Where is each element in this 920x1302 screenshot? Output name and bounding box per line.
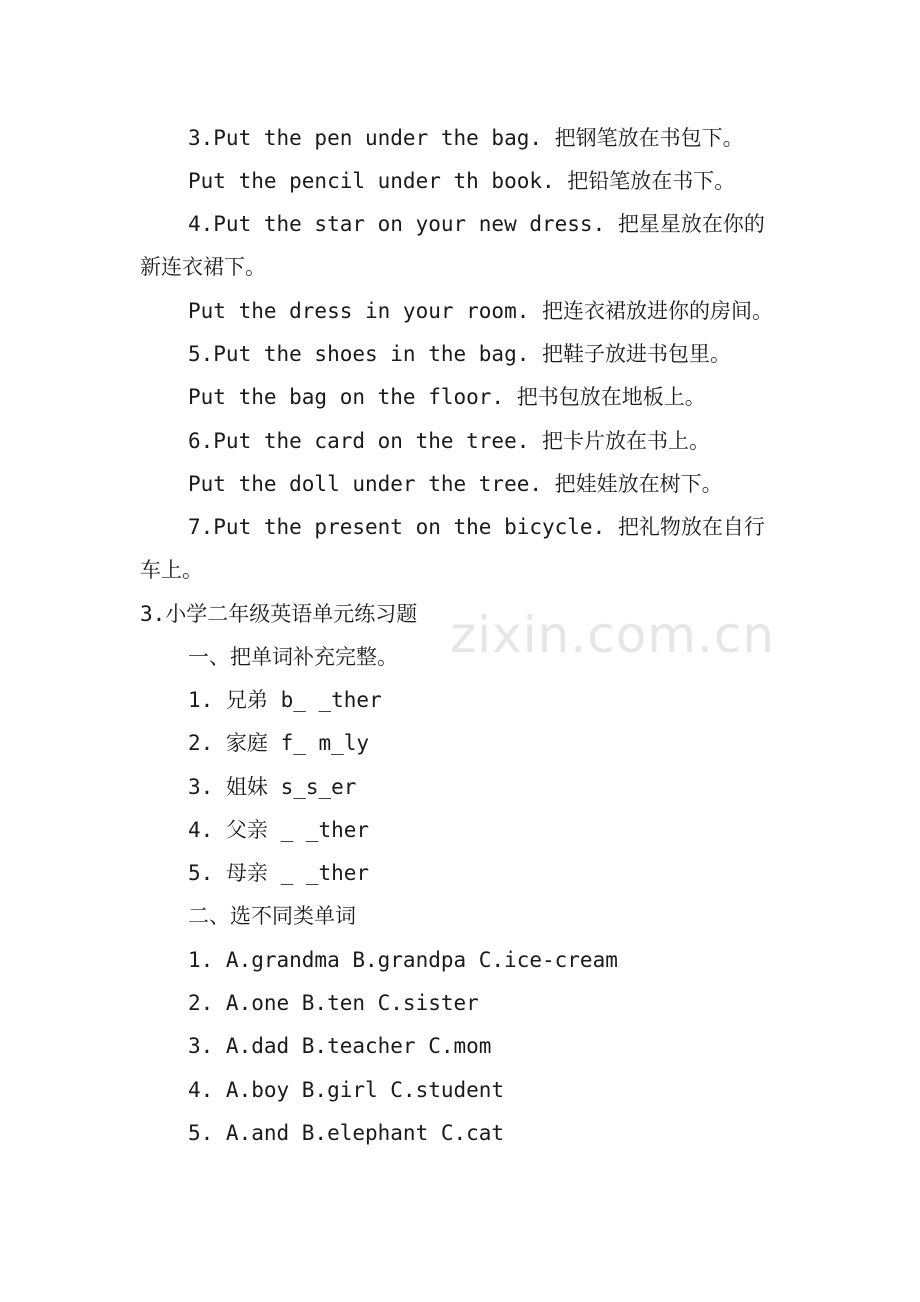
text-line: 新连衣裙下。 bbox=[140, 255, 266, 279]
text-line: Put the doll under the tree. 把娃娃放在树下。 bbox=[188, 472, 723, 496]
exercise-item: 4. 父亲 _ _ther bbox=[188, 818, 370, 842]
text-line: 车上。 bbox=[140, 558, 203, 582]
exercise-item: 5. 母亲 _ _ther bbox=[188, 861, 370, 885]
exercise-item: 4. A.boy B.girl C.student bbox=[188, 1078, 505, 1102]
text-line: 4.Put the star on your new dress. 把星星放在你的 bbox=[188, 212, 765, 236]
exercise-item: 2. A.one B.ten C.sister bbox=[188, 991, 479, 1015]
exercise-item: 2. 家庭 f_ m_ly bbox=[188, 731, 370, 755]
text-line: Put the dress in your room. 把连衣裙放进你的房间。 bbox=[188, 299, 774, 323]
text-line: Put the bag on the floor. 把书包放在地板上。 bbox=[188, 385, 706, 409]
exercise-item: 1. A.grandma B.grandpa C.ice-cream bbox=[188, 948, 618, 972]
exercise-item: 5. A.and B.elephant C.cat bbox=[188, 1121, 505, 1145]
text-line: 5.Put the shoes in the bag. 把鞋子放进书包里。 bbox=[188, 342, 732, 366]
exercise-item: 3. A.dad B.teacher C.mom bbox=[188, 1034, 492, 1058]
text-line: 7.Put the present on the bicycle. 把礼物放在自行 bbox=[188, 515, 765, 539]
subsection-heading: 一、把单词补充完整。 bbox=[188, 645, 398, 669]
exercise-item: 3. 姐妹 s_s_er bbox=[188, 775, 357, 799]
text-line: 6.Put the card on the tree. 把卡片放在书上。 bbox=[188, 429, 711, 453]
watermark: zixin.com.cn bbox=[450, 606, 776, 664]
section-heading: 3.小学二年级英语单元练习题 bbox=[140, 602, 418, 626]
exercise-item: 1. 兄弟 b_ _ther bbox=[188, 688, 382, 712]
subsection-heading: 二、选不同类单词 bbox=[188, 904, 356, 928]
text-line: 3.Put the pen under the bag. 把钢笔放在书包下。 bbox=[188, 126, 744, 150]
text-line: Put the pencil under th book. 把铅笔放在书下。 bbox=[188, 169, 736, 193]
